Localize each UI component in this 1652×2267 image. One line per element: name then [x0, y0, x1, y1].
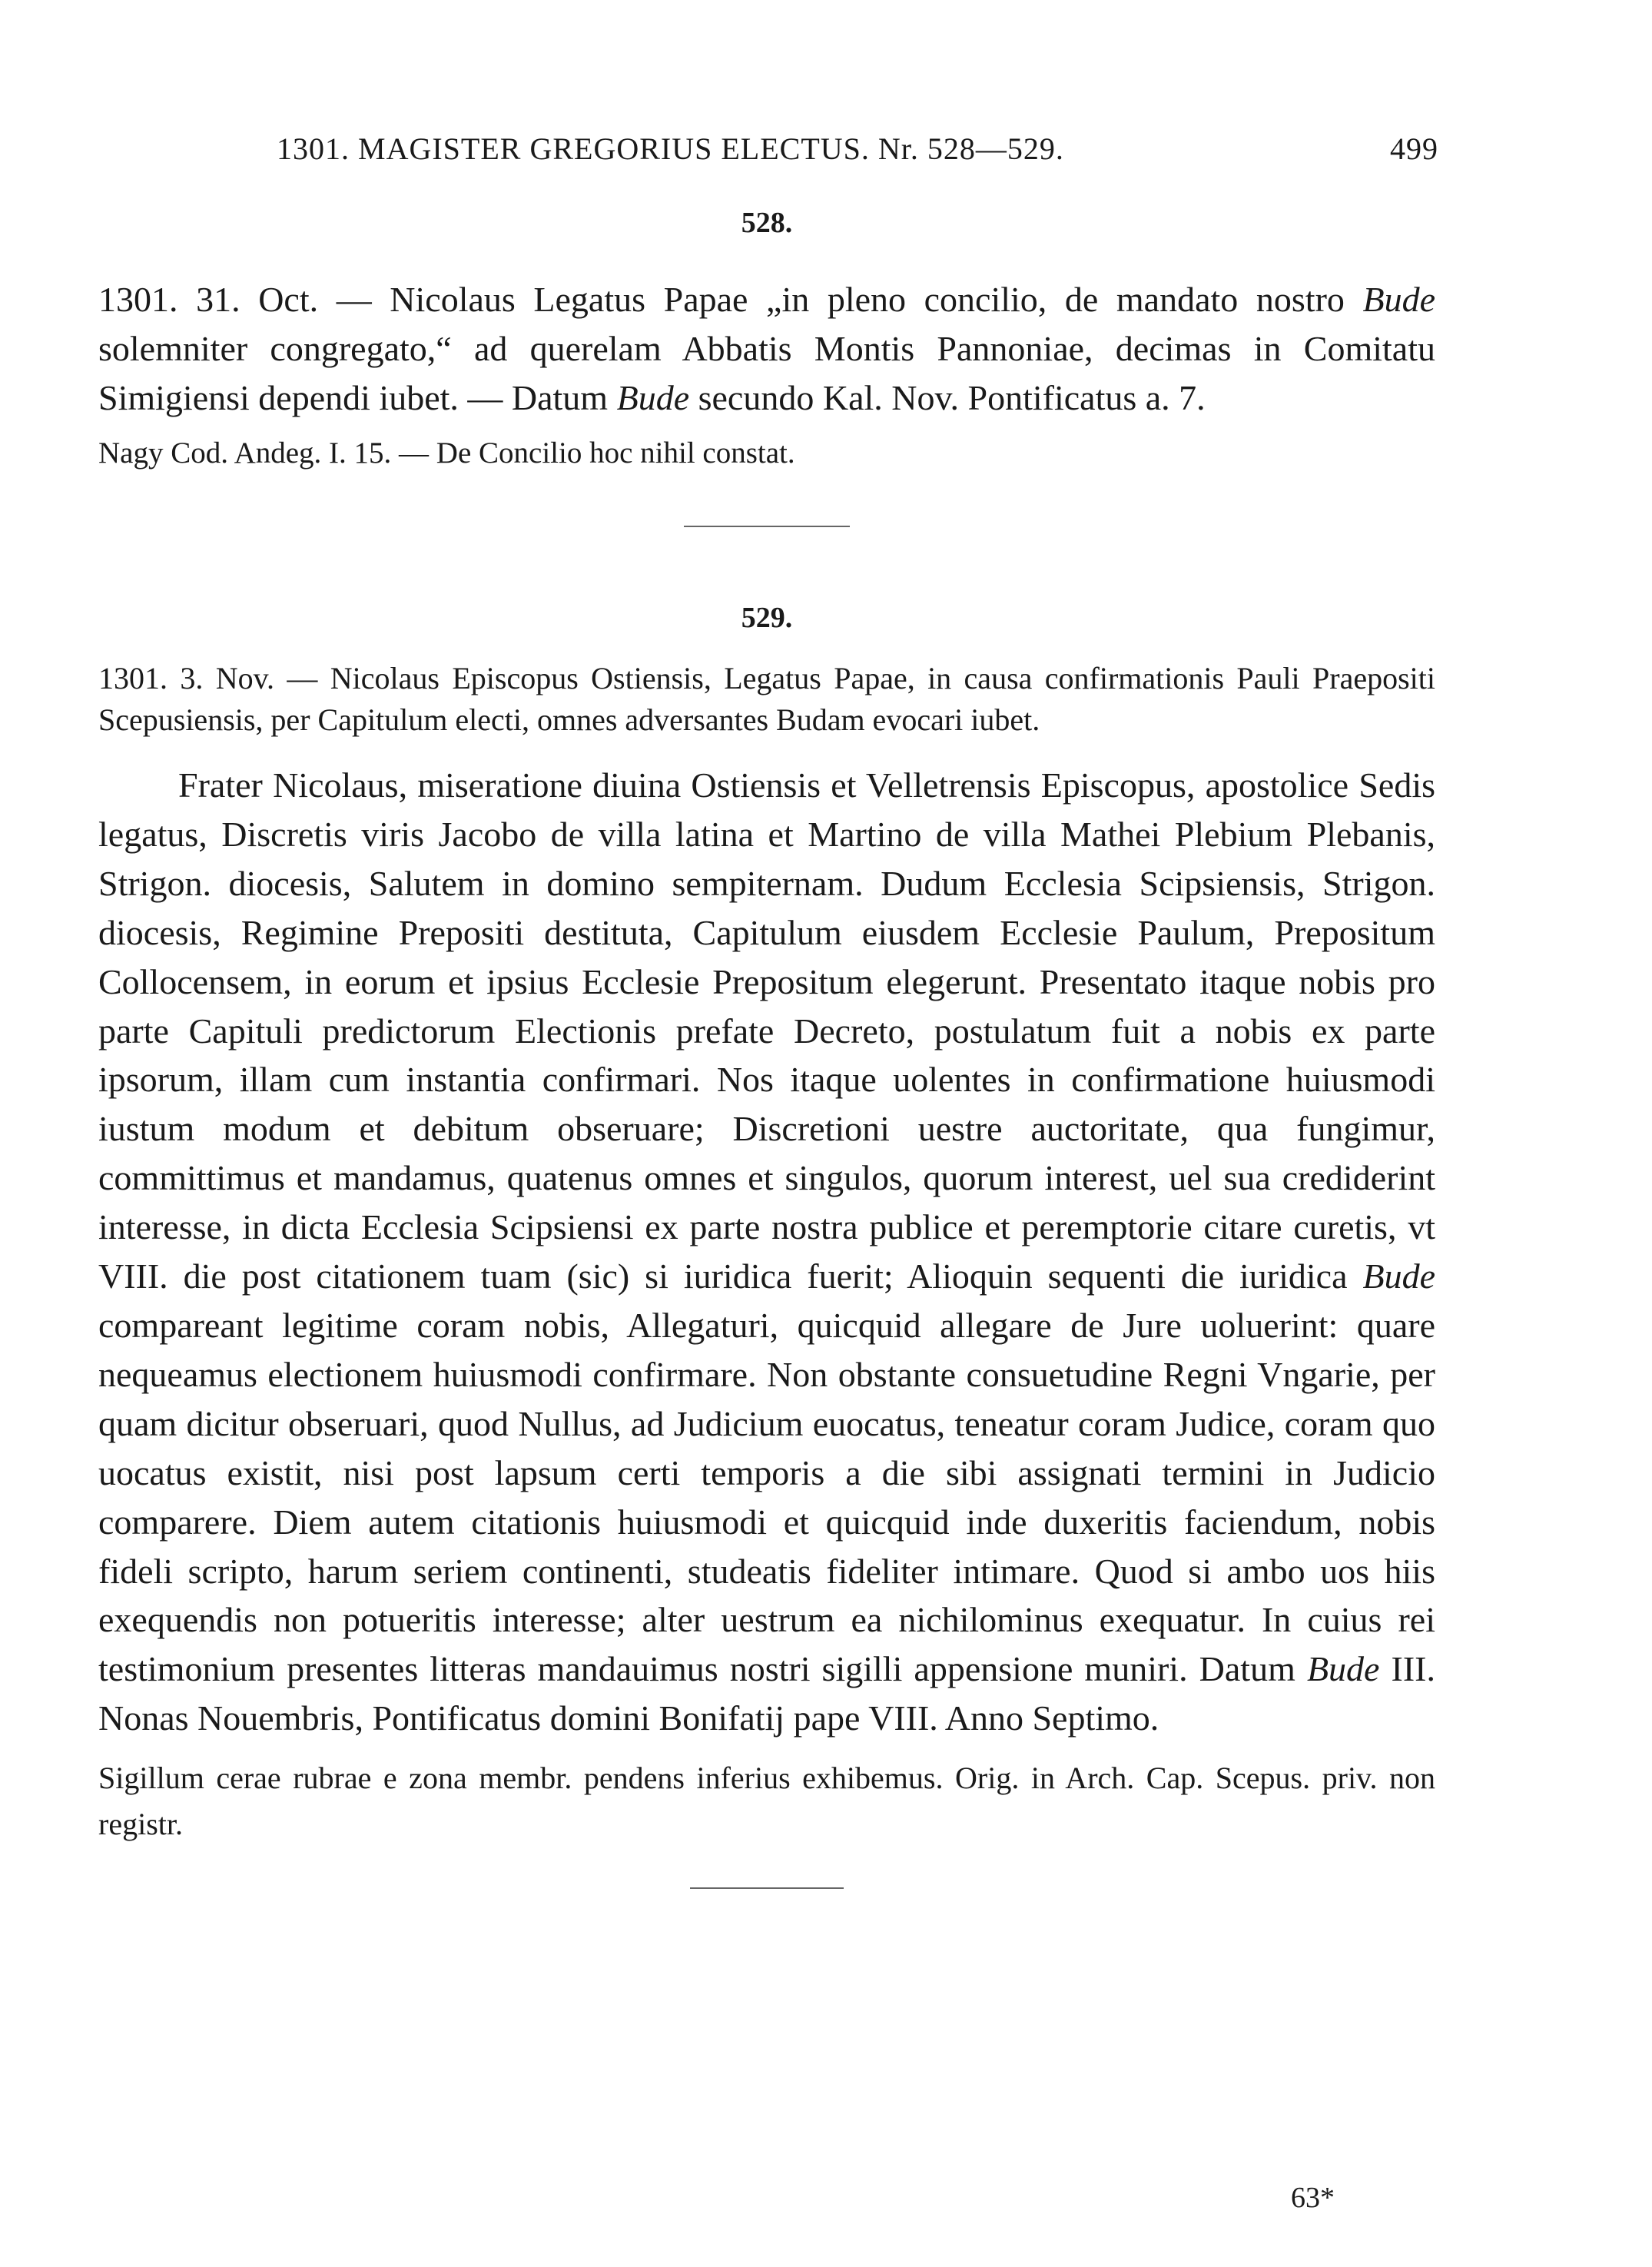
page-number: 499	[1390, 131, 1438, 166]
place-name: Bude	[1362, 280, 1435, 319]
document-number: 529.	[741, 602, 793, 634]
section-separator	[684, 526, 850, 527]
running-header	[98, 131, 1438, 177]
document-number: 528.	[741, 207, 793, 239]
running-title: 1301. MAGISTER GREGORIUS ELECTUS. Nr. 528—529.	[277, 131, 1064, 166]
charter-text-part: Frater Nicolaus, miseratione diuina Ostiensis et Velletrensis Episcopus, apostolice Sedis legatus, Discretis viris Jacobo de villa latina et Martino de villa Mathei Plebium Plebanis, Strigon. diocesis, Salutem in domino sempiternam. Dudum Ecclesia Scipsiensis, Strigon. diocesis, Regimine Prepositi destituta, Capitulum eiusdem Ecclesie Paulum, Prepositum Collocensem, in eorum et ipsius Ecclesie Prepositum elegerunt. Presentato itaque nobis pro parte Capituli predictorum Electionis prefate Decreto, postulatum fuit a nobis ex parte ipsorum, illam cum instantia confirmari. Nos itaque uolentes in confirmatione huiusmodi iustum modum et debitum obseruare; Discretioni uestre auctoritate, qua fungimur, committimus et mandamus, quatenus omnes et singulos, quorum interest, uel sua crediderint interesse, in dicta Ecclesia Scipsiensi ex parte nostra publice et peremptorie citare curetis, vt VIII. die post citationem tuam (sic) si iuridica fuerit; Alioquin sequenti die iuridica	[98, 765, 1435, 1296]
place-name: Bude	[616, 378, 690, 417]
regest-529: 1301. 3. Nov. — Nicolaus Episcopus Ostiensis, Legatus Papae, in causa confirmationis Pauli Praepositi Scepusiensis, per Capitulum electi, omnes adversantes Budam evocari iubet.	[98, 661, 1435, 737]
page	[98, 131, 1438, 1889]
source-note-529: Sigillum cerae rubrae e zona membr. pendens inferius exhibemus. Orig. in Arch. Cap. Scepus. priv. non registr.	[98, 1761, 1435, 1842]
source-note-528: Nagy Cod. Andeg. I. 15. — De Concilio hoc nihil constat.	[98, 436, 795, 470]
charter-text-part: compareant legitime coram nobis, Allegaturi, quicquid allegare de Jure uoluerint: quare nequeamus electionem huiusmodi confirmare. Non obstante consuetudine Regni Vngarie, per quam dicitur obseruari, quod Nullus, ad Judicium euocatus, teneatur coram Judice, coram quo uocatus existit, nisi post lapsum certi temporis a die sibi assignati termini in Judicio comparere. Diem autem citationis huiusmodi et quicquid inde duxeritis faciendum, nobis fideli scripto, harum seriem continenti, studeatis fideliter intimare. Quod si ambo uos hiis exequendis non potueritis interesse; alter uestrum ea nichilominus exequatur. In cuius rei testimonium presentes litteras mandauimus nostri sigilli appensione muniri. Datum	[98, 1305, 1435, 1689]
document-529	[98, 601, 1435, 1847]
place-name: Bude	[1306, 1649, 1380, 1689]
place-name: Bude	[1362, 1256, 1435, 1296]
regest-text: 1301. 31. Oct. — Nicolaus Legatus Papae „in pleno concilio, de mandato nostro	[98, 280, 1363, 319]
signature-mark: 63*	[1291, 2182, 1335, 2214]
charter-text-part: III. Nonas Nouembris, Pontificatus domini Bonifatij pape VIII. Anno Septimo.	[98, 1649, 1435, 1738]
section-separator	[690, 1887, 844, 1889]
regest-text: secundo Kal. Nov. Pontificatus a. 7.	[689, 378, 1206, 417]
charter-text	[98, 761, 1435, 1743]
regest-528	[98, 275, 1435, 423]
regest-text: solemniter congregato,“ ad querelam Abbatis Montis Pannoniae, decimas in Comitatu Simigiensi dependi iubet. — Datum	[98, 329, 1435, 417]
document-528	[98, 206, 1435, 475]
